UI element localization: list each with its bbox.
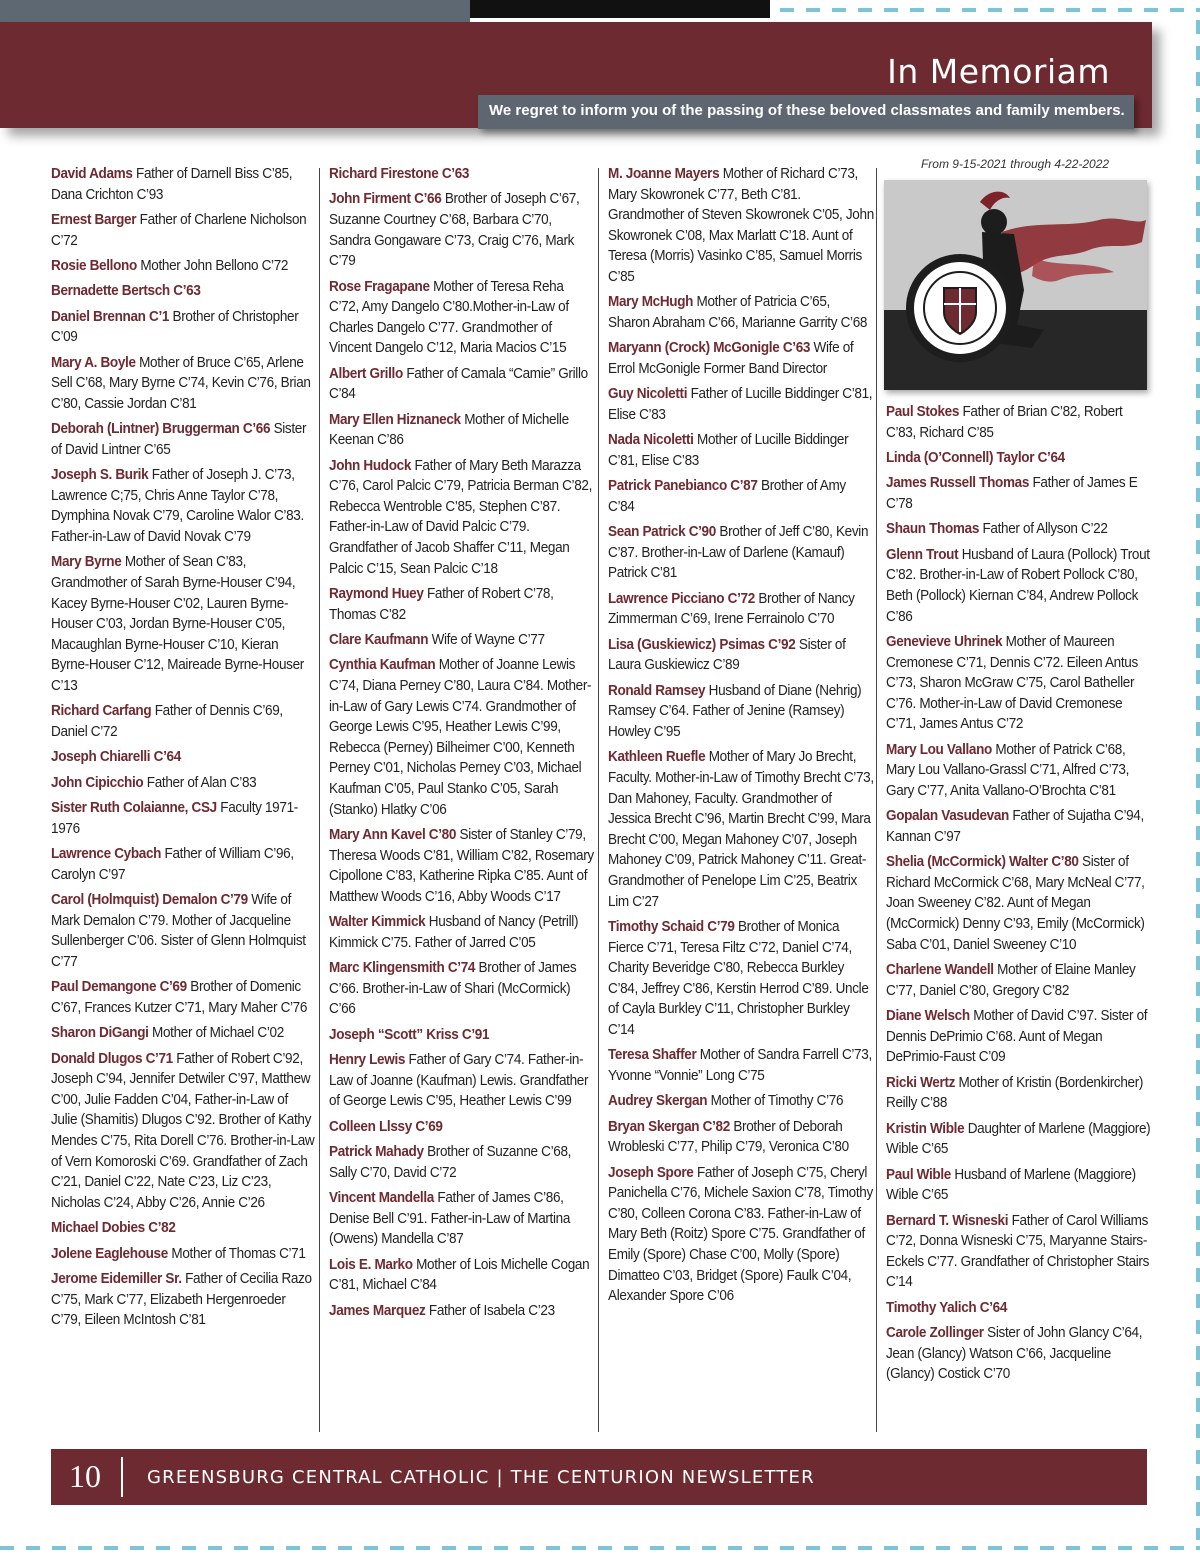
- deceased-name: Glenn Trout: [886, 546, 959, 563]
- obituary-entry: [51, 977, 317, 1018]
- obituary-entry: [51, 164, 317, 205]
- relation-text: Mother of Sean C’83, Grandmother of Sarah Byrne-Houser C’94, Kacey Byrne-Houser C’02, Lauren Byrne-Houser C’03, Jordan Byrne-Houser C’05, Macaughlan Byrne-Houser C’10, Kieran Byrne-Houser C’12, Maireade Byrne-Houser C’13: [51, 554, 304, 695]
- obituary-entry: [51, 1244, 317, 1265]
- obituary-entry: [886, 806, 1152, 847]
- deceased-name: James Russell Thomas: [886, 475, 1030, 492]
- relation-text: Mother of Patricia C’65, Sharon Abraham C’66, Marianne Garrity C’68: [608, 294, 868, 331]
- deceased-name: Carol (Holmquist) Demalon C’79: [51, 892, 248, 909]
- deceased-name: Shelia (McCormick) Walter C’80: [886, 854, 1079, 871]
- obituary-entry: [608, 430, 874, 471]
- relation-text: Husband of Marlene (Maggiore) Wible C’65: [886, 1166, 1136, 1204]
- deceased-name: Ronald Ramsey: [608, 682, 706, 699]
- relation-text: Mother of Teresa Reha C’72, Amy Dangelo C’80.Mother-in-Law of Charles Dangelo C’77. Grandmother of Vincent Dangelo C’12, Maria Macios C’15: [329, 278, 569, 357]
- obituary-entry: [608, 522, 874, 584]
- relation-text: Father of Allyson C’22: [979, 521, 1108, 538]
- relation-text: Father of Cecilia Razo C’75, Mark C’77, Elizabeth Hergenroeder C’79, Eileen McIntosh C’81: [51, 1271, 312, 1329]
- crusader-knight-shield-icon: [884, 180, 1147, 390]
- deceased-name: Donald Dlugos C’71: [51, 1050, 173, 1067]
- relation-text: Mother of Sandra Farrell C’73, Yvonne “Vonnie” Long C’75: [608, 1047, 872, 1084]
- relation-text: Father of Joseph J. C’73, Lawrence C;75, Chris Anne Taylor C’78, Dymphina Novak C’79, Caroline Walor C’83. Father-in-Law of David Novak C’79: [51, 467, 304, 546]
- relation-text: Brother of Joseph C’67, Suzanne Courtney C’68, Barbara C’70, Sandra Gongaware C’73, Craig C’76, Mark C’79: [329, 191, 580, 270]
- deceased-name: Clare Kaufmann: [329, 632, 429, 649]
- obituary-entry: [886, 1073, 1152, 1114]
- relation-text: Father of Mary Beth Marazza C’76, Carol Palcic C’79, Patricia Berman C’82, Rebecca Wentroble C’85, Stephen C’87. Father-in-Law of David Palcic C’79. Grandfather of Jacob Shaffer C’11, Megan Palcic C’15, Sean Palcic C’18: [329, 457, 593, 577]
- deceased-name: Charlene Wandell: [886, 962, 994, 979]
- relation-text: Father of Camala “Camie” Grillo C’84: [329, 365, 588, 403]
- deceased-name: Mary Ann Kavel C’80: [329, 826, 457, 843]
- obituary-entry: [329, 584, 595, 625]
- obituary-entry: [886, 402, 1152, 443]
- obituary-entry: [329, 825, 595, 907]
- deceased-name: Sharon DiGangi: [51, 1025, 149, 1042]
- obituary-entry: [608, 476, 874, 517]
- page-number: 10: [69, 1458, 101, 1494]
- deceased-name: Paul Wible: [886, 1166, 951, 1183]
- deceased-name: Mary A. Boyle: [51, 354, 136, 371]
- deceased-name: Bernadette Bertsch C’63: [51, 283, 201, 300]
- deceased-name: Carole Zollinger: [886, 1325, 984, 1342]
- relation-text: Wife of Errol McGonigle Former Band Director: [608, 340, 854, 377]
- obituary-entry: [886, 545, 1152, 627]
- deceased-name: Lawrence Cybach: [51, 846, 162, 863]
- relation-text: Brother of Jeff C’80, Kevin C’87. Brother-in-Law of Darlene (Kamauf) Patrick C’81: [608, 524, 869, 582]
- relation-text: Father of Gary C’74. Father-in-Law of Joanne (Kaufman) Lewis. Grandfather of George Lewis C’95, Heather Lewis C’99: [329, 1052, 589, 1110]
- obituary-entry: [51, 1218, 317, 1239]
- deceased-name: Genevieve Uhrinek: [886, 633, 1003, 650]
- deceased-name: Lisa (Guskiewicz) Psimas C’92: [608, 636, 796, 653]
- relation-text: Daughter of Marlene (Maggiore) Wible C’65: [886, 1120, 1151, 1158]
- deceased-name: Colleen Llssy C’69: [329, 1118, 443, 1135]
- deceased-name: Ricki Wertz: [886, 1074, 956, 1091]
- deceased-name: Walter Kimmick: [329, 914, 426, 931]
- deceased-name: Guy Nicoletti: [608, 386, 688, 403]
- obituary-entry: [329, 1301, 595, 1322]
- relation-text: Mother of Elaine Manley C’77, Daniel C’80, Gregory C’82: [886, 962, 1136, 999]
- obituary-entry: [51, 307, 317, 348]
- deceased-name: Patrick Panebianco C’87: [608, 478, 758, 495]
- relation-text: Father of Joseph C’75, Cheryl Panichella C’76, Michele Saxion C’78, Timothy C’80, Colleen Corona C’83. Father-in-Law of Mary Beth (Roitz) Spore C’75. Grandfather of Emily (Spore) Chase C’00, Molly (Spore) Dimatteo C’03, Bridget (Spore) Faulk C’04, Alexander Spore C’06: [608, 1164, 873, 1305]
- obituary-entry: [329, 1117, 595, 1138]
- relation-text: Husband of Laura (Pollock) Trout C’82. Brother-in-Law of Robert Pollock C’80, Beth (Pollock) Kiernan C’84, Andrew Pollock C’86: [886, 546, 1150, 625]
- relation-text: Brother of Domenic C’67, Frances Kutzer C’71, Mary Maher C’76: [51, 979, 308, 1016]
- deceased-name: Audrey Skergan: [608, 1093, 708, 1110]
- obituary-entry: [329, 456, 595, 580]
- deceased-name: Mary Byrne: [51, 554, 122, 571]
- deceased-name: Deborah (Lintner) Bruggerman C’66: [51, 421, 271, 438]
- deceased-name: Jerome Eidemiller Sr.: [51, 1271, 182, 1288]
- obituary-entry: [329, 164, 595, 185]
- crusader-illustration: [884, 180, 1147, 390]
- deceased-name: Linda (O’Connell) Taylor C’64: [886, 449, 1065, 466]
- obituary-entry: [51, 281, 317, 302]
- obituary-entry: [608, 681, 874, 743]
- relation-text: Mother of Michelle Keenan C’86: [329, 411, 569, 449]
- deceased-name: Mary Lou Vallano: [886, 741, 992, 758]
- footer-divider: [121, 1457, 123, 1497]
- obituary-entry: [329, 277, 595, 359]
- obituary-entry: [51, 747, 317, 768]
- deceased-name: John Hudock: [329, 457, 412, 474]
- relation-text: Husband of Nancy (Petrill) Kimmick C’75. Father of Jarred C’05: [329, 914, 579, 951]
- obituary-entry: [608, 917, 874, 1041]
- deceased-name: Rose Fragapane: [329, 278, 430, 295]
- obituary-entry: [886, 1165, 1152, 1206]
- deceased-name: Sean Patrick C’90: [608, 524, 716, 541]
- header-black-block: [470, 0, 770, 18]
- relation-text: Brother of James C’66. Brother-in-Law of Shari (McCormick) C’66: [329, 960, 577, 1018]
- relation-text: Mother of Richard C’73, Mary Skowronek C’77, Beth C’81. Grandmother of Steven Skowronek C’05, John Skowronek C’08, Max Marlatt C’18. Aunt of Teresa (Morris) Vasinko C’85, Samuel Morris C’85: [608, 166, 874, 285]
- obituary-entry: [51, 552, 317, 696]
- deceased-name: Paul Demangone C’69: [51, 979, 187, 996]
- deceased-name: Marc Klingensmith C’74: [329, 960, 476, 977]
- relation-text: Father of Robert C’92, Joseph C’94, Jennifer Detwiler C’97, Matthew C’00, Julie Fadden C’04, Father-in-Law of Julie (Shamitis) Dlugos C’92. Brother of Kathy Mendes C’75, Rita Dorell C’76. Brother-in-Law of Vern Komoroski C’69. Grandfather of Zach C’21, Daniel C’22, Nate C’23, Liz C’23, Nicholas C’24, Abby C’26, Annie C’26: [51, 1050, 315, 1211]
- relation-text: Sister of John Glancy C’64, Jean (Glancy) Watson C’66, Jacqueline (Glancy) Costick C’70: [886, 1325, 1143, 1383]
- obituary-entry: [51, 890, 317, 972]
- obituary-entry: [51, 1023, 317, 1044]
- obituary-entry: [886, 1119, 1152, 1160]
- page-footer: [51, 1449, 1147, 1505]
- obituary-entry: [329, 1142, 595, 1183]
- deceased-name: Jolene Eaglehouse: [51, 1245, 168, 1262]
- deceased-name: Gopalan Vasudevan: [886, 808, 1009, 825]
- obituary-entry: [329, 1050, 595, 1112]
- obituary-entry: [608, 1045, 874, 1086]
- deceased-name: Timothy Schaid C’79: [608, 918, 735, 935]
- deceased-name: Raymond Huey: [329, 586, 424, 603]
- obituary-entry: [329, 1188, 595, 1250]
- deceased-name: Paul Stokes: [886, 404, 960, 420]
- deceased-name: Kathleen Ruefle: [608, 749, 706, 766]
- obituary-column-4: [886, 402, 1152, 1390]
- relation-text: Sister of Stanley C’79, Theresa Woods C’81, William C’82, Rosemary Cipollone C’83, Katherine Ripka C’85. Aunt of Matthew Woods C’16, Abby Woods C’17: [329, 826, 594, 905]
- obituary-entry: [51, 465, 317, 547]
- deceased-name: Ernest Barger: [51, 211, 137, 228]
- obituary-entry: [51, 419, 317, 460]
- relation-text: Father of Brian C’82, Robert C’83, Richard C’85: [886, 404, 1123, 441]
- relation-text: Father of James E C’78: [886, 475, 1138, 512]
- deceased-name: Albert Grillo: [329, 365, 403, 382]
- obituary-entry: [329, 912, 595, 953]
- obituary-entry: [329, 630, 595, 651]
- deceased-name: Cynthia Kaufman: [329, 657, 436, 674]
- relation-text: Husband of Diane (Nehrig) Ramsey C’64. Father of Jenine (Ramsey) Howley C’95: [608, 682, 862, 741]
- obituary-entry: [886, 960, 1152, 1001]
- relation-text: Mother of David C’97. Sister of Dennis DePrimio C’68. Aunt of Megan DePrimio-Faust C’09: [886, 1008, 1148, 1066]
- deceased-name: David Adams: [51, 166, 133, 182]
- relation-text: Father of Carol Williams C’72, Donna Wisneski C’75, Maryanne Stairs-Eckels C’77. Grandfather of Christopher Stairs C’14: [886, 1212, 1150, 1291]
- obituary-entry: [886, 1298, 1152, 1319]
- deceased-name: James Marquez: [329, 1302, 426, 1319]
- deceased-name: Nada Nicoletti: [608, 432, 694, 449]
- relation-text: Father of Lucille Biddinger C’81, Elise C’83: [608, 386, 873, 423]
- deceased-name: Joseph Spore: [608, 1164, 694, 1181]
- column-divider: [319, 168, 320, 1432]
- obituary-entry: [608, 747, 874, 912]
- deceased-name: Michael Dobies C’82: [51, 1220, 176, 1237]
- bottom-dashed-border: [0, 1546, 1200, 1550]
- obituary-entry: [608, 338, 874, 379]
- obituary-entry: [51, 1049, 317, 1214]
- obituary-entry: [886, 473, 1152, 514]
- obituary-entry: [886, 852, 1152, 955]
- relation-text: Father of Darnell Biss C’85, Dana Crichton C’93: [51, 166, 293, 203]
- obituary-entry: [608, 1117, 874, 1158]
- relation-text: Father of Isabela C’23: [425, 1302, 555, 1319]
- relation-text: Sister of David Lintner C’65: [51, 421, 307, 458]
- subtitle-text: We regret to inform you of the passing of these beloved classmates and family members.: [489, 102, 1125, 119]
- deceased-name: Henry Lewis: [329, 1052, 406, 1069]
- relation-text: Faculty 1971-1976: [51, 800, 298, 837]
- relation-text: Mother of Michael C’02: [148, 1025, 284, 1042]
- relation-text: Mother of Kristin (Bordenkircher) Reilly C’88: [886, 1074, 1144, 1112]
- deceased-name: Richard Carfang: [51, 703, 152, 720]
- deceased-name: Shaun Thomas: [886, 521, 980, 538]
- obituary-entry: [608, 292, 874, 333]
- relation-text: Mother of Timothy C’76: [707, 1093, 844, 1110]
- obituary-entry: [886, 519, 1152, 540]
- deceased-name: Bryan Skergan C’82: [608, 1118, 730, 1135]
- relation-text: Father of James C’86, Denise Bell C’91. Father-in-Law of Martina (Owens) Mandella C’87: [329, 1190, 571, 1248]
- deceased-name: Bernard T. Wisneski: [886, 1212, 1009, 1229]
- deceased-name: Teresa Shaffer: [608, 1047, 697, 1064]
- obituary-entry: [608, 635, 874, 676]
- column-divider: [876, 168, 877, 1432]
- obituary-entry: [608, 589, 874, 630]
- obituary-entry: [51, 256, 317, 277]
- deceased-name: Kristin Wible: [886, 1120, 965, 1137]
- deceased-name: John Firment C’66: [329, 191, 442, 208]
- obituary-column-3: [608, 164, 874, 1312]
- obituary-entry: [329, 958, 595, 1020]
- deceased-name: Joseph “Scott” Kriss C’91: [329, 1026, 490, 1043]
- obituary-entry: [51, 353, 317, 415]
- column-divider: [598, 168, 599, 1432]
- obituary-entry: [886, 740, 1152, 802]
- deceased-name: Daniel Brennan C’1: [51, 308, 170, 325]
- page-title: In Memoriam: [887, 52, 1110, 91]
- relation-text: Wife of Mark Demalon C’79. Mother of Jacqueline Sullenberger C’06. Sister of Glenn Holmquist C’77: [51, 892, 306, 970]
- obituary-entry: [886, 448, 1152, 469]
- deceased-name: Diane Welsch: [886, 1008, 970, 1024]
- obituary-column-2: [329, 164, 595, 1326]
- deceased-name: Joseph Chiarelli C’64: [51, 749, 181, 766]
- deceased-name: Lois E. Marko: [329, 1256, 413, 1273]
- obituary-entry: [886, 1211, 1152, 1293]
- relation-text: Sister of Richard McCormick C’68, Mary McNeal C’77, Joan Sweeney C’82. Aunt of Megan (McCormick) Denny C’93, Emily (McCormick) Saba C’01, Daniel Sweeney C’10: [886, 854, 1145, 953]
- obituary-entry: [51, 798, 317, 839]
- relation-text: Mother of Lois Michelle Cogan C’81, Michael C’84: [329, 1256, 590, 1294]
- obituary-entry: [51, 1269, 317, 1331]
- obituary-entry: [51, 210, 317, 251]
- obituary-entry: [886, 1323, 1152, 1385]
- obituary-entry: [329, 189, 595, 271]
- relation-text: Brother of Suzanne C’68, Sally C’70, David C’72: [329, 1144, 572, 1181]
- deceased-name: John Cipicchio: [51, 774, 144, 791]
- relation-text: Brother of Christopher C’09: [51, 308, 299, 346]
- deceased-name: M. Joanne Mayers: [608, 166, 720, 182]
- obituary-entry: [51, 701, 317, 742]
- deceased-name: Patrick Mahady: [329, 1144, 424, 1161]
- relation-text: Mother of Mary Jo Brecht, Faculty. Mother-in-Law of Timothy Brecht C’73, Dan Mahoney, Faculty. Grandmother of Jessica Brecht C’96, Martin Brecht C’99, Mara Brecht C’00, Megan Mahoney C’07, Joseph Mahoney C’09, Patrick Mahoney C’11. Great-Grandmother of Penelope Lim C’25, Beatrix Lim C’27: [608, 749, 874, 910]
- deceased-name: Vincent Mandella: [329, 1190, 435, 1207]
- relation-text: Father of Robert C’78, Thomas C’82: [329, 586, 554, 623]
- obituary-entry: [886, 1006, 1152, 1068]
- relation-text: Mother of Thomas C’71: [167, 1245, 306, 1262]
- obituary-entry: [329, 364, 595, 405]
- deceased-name: Joseph S. Burik: [51, 467, 149, 484]
- obituary-column-1: [51, 164, 317, 1336]
- relation-text: Mother of Bruce C’65, Arlene Sell C’68, Mary Byrne C’74, Kevin C’76, Brian C’80, Cassie Jordan C’81: [51, 354, 311, 412]
- relation-text: Mother of Maureen Cremonese C’71, Dennis C’72. Eileen Antus C’73, Sharon McGraw C’75, Carol Batheller C’76. Mother-in-Law of David Cremonese C’71, James Antus C’72: [886, 633, 1138, 733]
- obituary-entry: [329, 410, 595, 451]
- obituary-entry: [329, 655, 595, 820]
- relation-text: Brother of Deborah Wrobleski C’77, Philip C’79, Veronica C’80: [608, 1118, 849, 1156]
- obituary-entry: [329, 1255, 595, 1296]
- right-dashed-border: [1196, 20, 1200, 1540]
- deceased-name: Mary McHugh: [608, 294, 694, 311]
- obituary-entry: [51, 773, 317, 794]
- obituary-entry: [608, 164, 874, 288]
- relation-text: Father of Sujatha C’94, Kannan C’97: [886, 808, 1144, 845]
- obituary-entry: [329, 1025, 595, 1046]
- deceased-name: Timothy Yalich C’64: [886, 1299, 1008, 1316]
- deceased-name: Richard Firestone C’63: [329, 166, 470, 182]
- relation-text: Sister of Laura Guskiewicz C’89: [608, 636, 846, 674]
- relation-text: Father of Alan C’83: [143, 774, 257, 791]
- obituary-entry: [608, 384, 874, 425]
- publication-name: GREENSBURG CENTRAL CATHOLIC | THE CENTURION NEWSLETTER: [147, 1467, 815, 1488]
- deceased-name: Lawrence Picciano C’72: [608, 590, 755, 607]
- relation-text: Mother of Patrick C’68, Mary Lou Vallano-Grassl C’71, Alfred C’73, Gary C’77, Anita Vallano-O’Brochta C’81: [886, 741, 1130, 799]
- relation-text: Wife of Wayne C’77: [428, 632, 545, 649]
- deceased-name: Rosie Bellono: [51, 257, 137, 274]
- obituary-entry: [608, 1091, 874, 1112]
- relation-text: Father of Dennis C’69, Daniel C’72: [51, 703, 283, 741]
- relation-text: Brother of Monica Fierce C’71, Teresa Filtz C’72, Daniel C’74, Charity Beveridge C’80, Rebecca Burkley C’84, Jeffrey C’86, Kerstin Herrod C’89. Uncle of Cayla Burkley C’11, Christopher Burkley C’14: [608, 918, 869, 1038]
- relation-text: Mother of Joanne Lewis C’74, Diana Perney C’80, Laura C’84. Mother-in-Law of Gary Lewis C’74. Grandmother of George Lewis C’95, Heather Lewis C’99, Rebecca (Perney) Bilheimer C’00, Kenneth Perney C’01, Nicholas Perney C’03, Michael Kaufman C’05, Paul Stanko C’05, Sarah (Stanko) Hlatky C’06: [329, 657, 592, 818]
- subtitle-bar: [478, 95, 1134, 129]
- relation-text: Brother of Nancy Zimmerman C’69, Irene Ferrainolo C’70: [608, 590, 855, 628]
- obituary-entry: [51, 844, 317, 885]
- deceased-name: Maryann (Crock) McGonigle C’63: [608, 340, 811, 357]
- deceased-name: Mary Ellen Hiznaneck: [329, 411, 461, 428]
- deceased-name: Sister Ruth Colaianne, CSJ: [51, 800, 217, 817]
- relation-text: Brother of Amy C’84: [608, 478, 846, 515]
- relation-text: Mother of Lucille Biddinger C’81, Elise C’83: [608, 432, 849, 469]
- obituary-entry: [886, 632, 1152, 735]
- date-range: From 9-15-2021 through 4-22-2022: [920, 157, 1110, 171]
- relation-text: Mother John Bellono C’72: [136, 257, 289, 274]
- relation-text: Father of Charlene Nicholson C’72: [51, 211, 307, 249]
- relation-text: Father of William C’96, Carolyn C’97: [51, 846, 294, 883]
- obituary-entry: [608, 1163, 874, 1307]
